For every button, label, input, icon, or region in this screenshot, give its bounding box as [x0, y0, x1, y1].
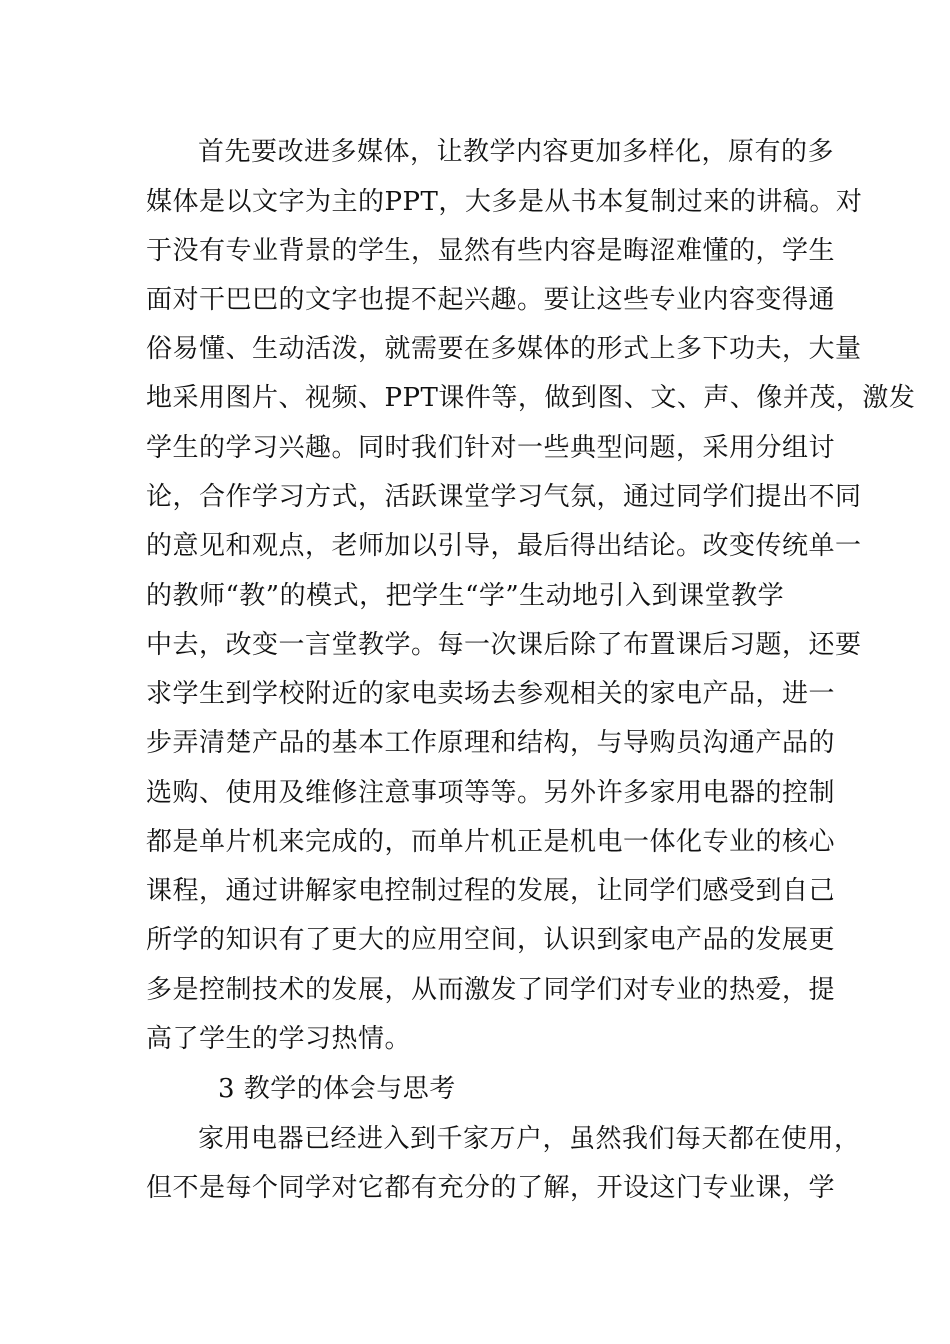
- paragraph-1-line-16: 课程，通过讲解家电控制过程的发展，让同学们感受到自己: [146, 876, 836, 906]
- paragraph-2-line-2: 但不是每个同学对它都有充分的了解，开设这门专业课，学: [146, 1173, 836, 1203]
- paragraph-1-line-14: 选购、使用及维修注意事项等等。另外许多家用电器的控制: [146, 778, 836, 808]
- paragraph-1-line-2: 媒体是以文字为主的PPT，大多是从书本复制过来的讲稿。对: [146, 187, 863, 217]
- paragraph-1-line-11: 中去，改变一言堂教学。每一次课后除了布置课后习题，还要: [146, 630, 862, 660]
- paragraph-1-line-13: 步弄清楚产品的基本工作原理和结构，与导购员沟通产品的: [146, 728, 836, 758]
- paragraph-1-line-15: 都是单片机来完成的，而单片机正是机电一体化专业的核心: [146, 827, 836, 857]
- paragraph-1-line-17: 所学的知识有了更大的应用空间，认识到家电产品的发展更: [146, 925, 836, 955]
- paragraph-1-line-12: 求学生到学校附近的家电卖场去参观相关的家电产品，进一: [146, 679, 836, 709]
- paragraph-1-line-8: 论，合作学习方式，活跃课堂学习气氛，通过同学们提出不同: [146, 482, 862, 512]
- paragraph-1-line-19: 高了学生的学习热情。: [146, 1024, 412, 1054]
- paragraph-1-line-6: 地采用图片、视频、PPT课件等，做到图、文、声、像并茂，激发: [146, 383, 916, 413]
- paragraph-1-line-10: 的教师“教”的模式，把学生“学”生动地引入到课堂教学: [146, 581, 785, 611]
- paragraph-1-line-7: 学生的学习兴趣。同时我们针对一些典型问题，采用分组讨: [146, 433, 836, 463]
- section-heading: 3 教学的体会与思考: [218, 1074, 456, 1104]
- paragraph-1-line-3: 于没有专业背景的学生，显然有些内容是晦涩难懂的，学生: [146, 236, 836, 266]
- paragraph-1-line-18: 多是控制技术的发展，从而激发了同学们对专业的热爱，提: [146, 975, 836, 1005]
- paragraph-1-line-4: 面对干巴巴的文字也提不起兴趣。要让这些专业内容变得通: [146, 285, 836, 315]
- paragraph-2-line-1: 家用电器已经进入到千家万户，虽然我们每天都在使用，: [198, 1124, 861, 1154]
- paragraph-1-line-1: 首先要改进多媒体，让教学内容更加多样化，原有的多: [198, 137, 835, 167]
- paragraph-1-line-9: 的意见和观点，老师加以引导，最后得出结论。改变传统单一: [146, 531, 862, 561]
- paragraph-1-line-5: 俗易懂、生动活泼，就需要在多媒体的形式上多下功夫，大量: [146, 334, 862, 364]
